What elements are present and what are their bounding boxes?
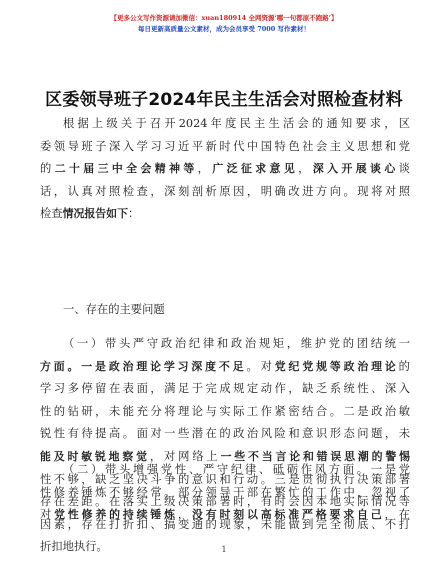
intro-line: 的二十届三中全会精神等，广泛征求意见，深入开展谈心谈 <box>40 162 410 176</box>
intro-line: 话，认真对照检查，深刻剖析原因，明确改进方向。现将对照 <box>40 184 410 198</box>
promo-banner-line-2: 每日更新高质量公文素材，成为会员享受 7000 写作素材！ <box>137 25 311 33</box>
intro-line: 委领导班子深入学习习近平新时代中国特色社会主义思想和党 <box>40 139 410 153</box>
part1-line: 锐性有待提高。面对一些潜在的政治风险和意识形态问题，未 <box>40 427 410 441</box>
page-number: 1 <box>221 545 227 554</box>
section-heading-1: 一、存在的主要问题 <box>63 303 165 316</box>
part2-paragraph <box>40 459 410 527</box>
part1-line: 能及时敏锐地察觉，对网络上一些不当言论和错误思潮的警惕 <box>40 449 410 463</box>
part2-line: 性修养锤炼不够经常。部分领导干部在繁忙的工作中，忽视了 <box>40 485 410 499</box>
document-title: 区委领导班子2024年民主生活会对照检查材料 <box>45 90 403 110</box>
part1-line: 性不够，缺乏坚决斗争的意识和行动。三是贯彻执行决策部署 <box>40 472 410 486</box>
intro-line: 根据上级关于召开2024年度民主生活会的通知要求，区 <box>63 117 410 130</box>
part1-line: 存在差距。在落实上级决策部署时，有时会因本地实际情况等 <box>40 495 410 509</box>
part1-line: 性的钻研，未能充分将理论与实际工作紧密结合。二是政治敏 <box>40 404 410 418</box>
part1-line: 因素，存在打折扣、搞变通的现象，未能做到完全彻底、不打 <box>40 517 410 531</box>
part1-line: 折扣地执行。 <box>40 540 108 554</box>
part1-line: 方面。一是政治理论学习深度不足。对党纪党规等政治理论的 <box>40 359 410 373</box>
part1-line: 学习多停留在表面，满足于完成规定动作，缺乏系统性、深入 <box>40 382 410 396</box>
part2-line: （二）带头增强党性、严守纪律、砥砺作风方面。一是党 <box>63 463 410 476</box>
intro-paragraph <box>40 113 410 226</box>
promo-banner-line-1: 【更多公文写作资源请加微信：xuan180914 全网资源‘哪一句都原不跑路’】 <box>110 14 338 22</box>
intro-line: 检查情况报告如下： <box>40 207 140 221</box>
part2-line: 对党性修养的持续锤炼，没有时刻以高标准严格要求自己，在 <box>40 508 410 522</box>
part1-line: （一）带头严守政治纪律和政治规矩，维护党的团结统一 <box>63 337 410 350</box>
